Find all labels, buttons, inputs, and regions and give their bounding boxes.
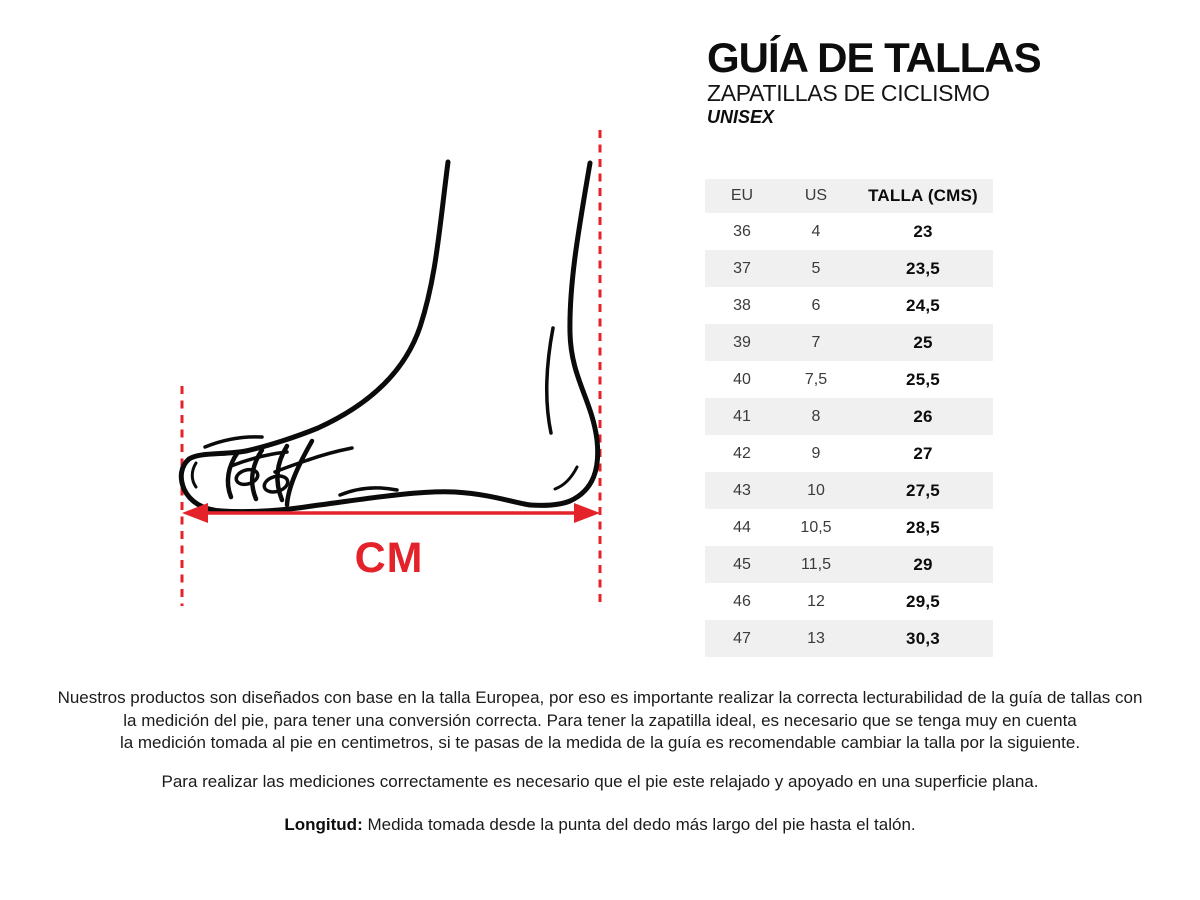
table-row	[705, 361, 993, 398]
table-row	[705, 472, 993, 509]
toe-crease-path	[205, 437, 262, 447]
arrowhead-left-icon	[182, 503, 208, 523]
cm-size: 29,5	[906, 591, 940, 611]
cm-size: 23,5	[906, 258, 940, 278]
us-size: 7	[811, 333, 821, 351]
eu-size: 43	[733, 481, 751, 499]
column-header-talla: TALLA (CMS)	[868, 186, 978, 205]
shin-instep-path	[246, 162, 448, 451]
arrowhead-right-icon	[574, 503, 600, 523]
note-line: Para realizar las mediciones correctamente es necesario que el pie este relajado y apoyado en una superficie plana.	[161, 772, 1039, 791]
cm-size: 23	[913, 221, 933, 241]
eu-size: 40	[733, 370, 751, 388]
note-line: Nuestros productos son diseñados con base en la talla Europea, por eso es importante realizar la correcta lecturabilidad de la guía de tallas con	[57, 688, 1143, 707]
length-label: Longitud:	[284, 815, 363, 834]
eu-size: 37	[733, 259, 751, 277]
us-size: 8	[811, 407, 821, 425]
achilles-heel-path	[530, 163, 598, 505]
table-row	[705, 509, 993, 546]
toe-ball-gap-path	[287, 441, 312, 505]
cm-size: 27	[913, 443, 933, 463]
cm-size: 27,5	[906, 480, 940, 500]
note-paragraph-main	[0, 687, 1200, 755]
eu-size: 45	[733, 555, 751, 573]
size-table	[705, 179, 993, 657]
us-size: 4	[811, 222, 821, 240]
eu-size: 42	[733, 444, 751, 462]
note-line: la medición del pie, para tener una conversión correcta. Para tener la zapatilla ideal, es necesario que se tenga muy en cuenta	[123, 710, 1077, 730]
cm-size: 24,5	[906, 295, 940, 315]
note-paragraph-length	[0, 815, 1200, 835]
eu-size: 39	[733, 333, 751, 351]
cm-size: 25	[913, 332, 933, 352]
table-row	[705, 213, 993, 250]
us-size: 11,5	[801, 555, 831, 573]
us-size: 5	[811, 259, 821, 277]
note-paragraph-measuring	[0, 771, 1200, 794]
foot-measurement-diagram	[140, 95, 670, 645]
toenail-shape	[234, 467, 259, 487]
cm-size: 29	[913, 554, 933, 574]
eu-size: 38	[733, 296, 751, 314]
table-row	[705, 287, 993, 324]
eu-size: 41	[733, 407, 751, 425]
table-row	[705, 620, 993, 657]
column-header-us: US	[804, 187, 828, 204]
table-row	[705, 583, 993, 620]
cm-size: 26	[913, 406, 933, 426]
table-row	[705, 435, 993, 472]
foot-outline	[181, 162, 597, 512]
cm-size: 30,3	[906, 628, 940, 648]
page-subtitle: ZAPATILLAS DE CICLISMO	[707, 80, 990, 106]
eu-size: 46	[733, 592, 751, 610]
column-header-eu: EU	[730, 187, 754, 204]
table-header-row	[705, 179, 993, 213]
note-line: la medición tomada al pie en centimetros, si te pasas de la medida de la guía es recomendable cambiar la talla por la siguiente.	[119, 733, 1081, 752]
table-row	[705, 324, 993, 361]
us-size: 10,5	[800, 518, 832, 536]
page-title: GUÍA DE TALLAS	[707, 34, 1041, 81]
us-size: 12	[807, 592, 825, 610]
inner-ankle-path	[547, 328, 553, 433]
cm-size: 28,5	[906, 517, 940, 537]
header	[707, 34, 1041, 127]
us-size: 7,5	[804, 370, 828, 388]
table-row	[705, 398, 993, 435]
eu-size: 44	[733, 518, 751, 536]
toe-tip-inner-path	[192, 463, 196, 487]
table-row	[705, 250, 993, 287]
eu-size: 36	[733, 222, 751, 240]
heel-crease-path	[555, 467, 577, 489]
toe-crease-path	[308, 448, 352, 460]
table-row	[705, 546, 993, 583]
gender-label: UNISEX	[707, 107, 775, 127]
cm-unit-label: CM	[354, 534, 424, 582]
us-size: 13	[807, 629, 825, 647]
us-size: 6	[811, 296, 821, 314]
cm-size: 25,5	[906, 369, 940, 389]
eu-size: 47	[733, 629, 751, 647]
us-size: 10	[807, 481, 825, 499]
us-size: 9	[811, 444, 821, 462]
length-text: Medida tomada desde la punta del dedo más largo del pie hasta el talón.	[367, 815, 916, 834]
